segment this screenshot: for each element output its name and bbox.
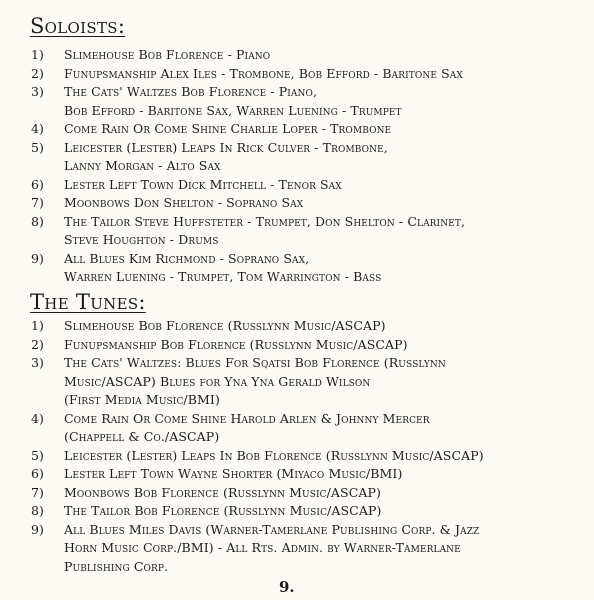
item-number: 5): [31, 139, 44, 155]
item-number: 8): [31, 213, 44, 229]
item-text: [64, 194, 303, 213]
item-number: 2): [31, 65, 44, 81]
item-line: Warren Luening - Trumpet, Tom Warrington - Bass: [64, 269, 382, 284]
item-number: 7): [31, 195, 44, 210]
item-number: 6): [31, 466, 44, 481]
list-item: [31, 46, 587, 65]
item-line: The Cats' Waltzes: Blues For Sqatsi Bob Florence (Russlynn: [64, 355, 446, 370]
list-item: [31, 65, 587, 84]
list-item: [31, 83, 587, 120]
item-line: The Tailor Bob Florence (Russlynn Music/ASCAP): [64, 503, 382, 518]
item-line: All Blues Kim Richmond - Soprano Sax,: [64, 250, 310, 266]
item-text: [64, 502, 381, 521]
item-text: [64, 317, 386, 336]
item-line: Moonbows Bob Florence (Russlynn Music/ASCAP): [64, 484, 381, 500]
list-item: [31, 484, 587, 503]
list-item: [31, 139, 587, 176]
item-text: [64, 465, 402, 484]
tunes-heading: The Tunes:: [30, 290, 146, 314]
item-line: Bob Efford - Baritone Sax, Warren Luening - Trumpet: [64, 102, 402, 118]
item-line: Steve Houghton - Drums: [64, 232, 219, 247]
list-item: [31, 521, 587, 577]
item-number: 2): [31, 336, 44, 352]
list-item: [31, 120, 587, 139]
item-text: [64, 83, 402, 120]
item-text: [64, 213, 465, 250]
item-text: [64, 354, 446, 410]
item-line: Lester Left Town Dick Mitchell - Tenor Sax: [64, 176, 342, 192]
item-line: Horn Music Corp./BMI) - All Rts. Admin. by Warner-Tamerlane: [64, 540, 461, 555]
item-number: 5): [31, 447, 44, 463]
item-text: [64, 176, 342, 195]
page-number: 9.: [279, 578, 295, 596]
item-text: [64, 120, 391, 139]
list-item: [31, 250, 587, 287]
item-line: Slimehouse Bob Florence - Piano: [64, 47, 271, 62]
item-number: 7): [31, 484, 44, 500]
item-number: 1): [31, 47, 44, 62]
item-number: 4): [31, 121, 44, 136]
list-item: [31, 194, 587, 213]
item-line: Come Rain Or Come Shine Harold Arlen & Johnny Mercer: [64, 410, 430, 426]
item-text: [64, 521, 479, 577]
item-number: 1): [31, 318, 44, 333]
item-line: All Blues Miles Davis (Warner-Tamerlane Publishing Corp. & Jazz: [64, 521, 480, 537]
item-text: [64, 65, 463, 84]
item-line: Slimehouse Bob Florence (Russlynn Music/ASCAP): [64, 318, 386, 333]
item-line: Leicester (Lester) Leaps In Rick Culver - Trombone,: [64, 139, 388, 155]
item-line: Lanny Morgan - Alto Sax: [64, 158, 221, 173]
item-line: Lester Left Town Wayne Shorter (Miyaco Music/BMI): [64, 466, 403, 481]
item-line: (First Media Music/BMI): [64, 392, 220, 407]
item-text: [64, 447, 484, 466]
item-line: Music/ASCAP) Blues for Yna Yna Gerald Wilson: [64, 373, 371, 389]
item-line: Come Rain Or Come Shine Charlie Loper - Trombone: [64, 121, 392, 136]
item-line: Funupsmanship Alex Iles - Trombone, Bob Efford - Baritone Sax: [64, 65, 463, 81]
item-line: Moonbows Don Shelton - Soprano Sax: [64, 195, 304, 210]
item-text: [64, 410, 430, 447]
list-item: [31, 410, 587, 447]
item-line: Funupsmanship Bob Florence (Russlynn Music/ASCAP): [64, 336, 408, 352]
item-line: The Cats' Waltzes Bob Florence - Piano,: [64, 84, 318, 99]
item-line: Publishing Corp.: [64, 558, 169, 574]
item-text: [64, 484, 381, 503]
list-item: [31, 502, 587, 521]
item-number: 3): [31, 84, 44, 99]
list-item: [31, 176, 587, 195]
list-item: [31, 354, 587, 410]
soloists-heading: Soloists:: [30, 14, 126, 38]
item-number: 6): [31, 176, 44, 192]
list-item: [31, 447, 587, 466]
item-text: [64, 336, 408, 355]
item-number: 4): [31, 410, 44, 426]
item-number: 8): [31, 503, 44, 518]
list-item: [31, 317, 587, 336]
item-line: The Tailor Steve Huffsteter - Trumpet, Don Shelton - Clarinet,: [64, 213, 466, 229]
item-number: 9): [31, 250, 44, 266]
list-item: [31, 465, 587, 484]
item-text: [64, 250, 381, 287]
item-number: 9): [31, 521, 44, 537]
item-line: Leicester (Lester) Leaps In Bob Florence (Russlynn Music/ASCAP): [64, 447, 484, 463]
list-item: [31, 336, 587, 355]
list-item: [31, 213, 587, 250]
item-text: [64, 46, 270, 65]
item-text: [64, 139, 388, 176]
item-line: (Chappell & Co./ASCAP): [64, 429, 220, 444]
item-number: 3): [31, 355, 44, 370]
